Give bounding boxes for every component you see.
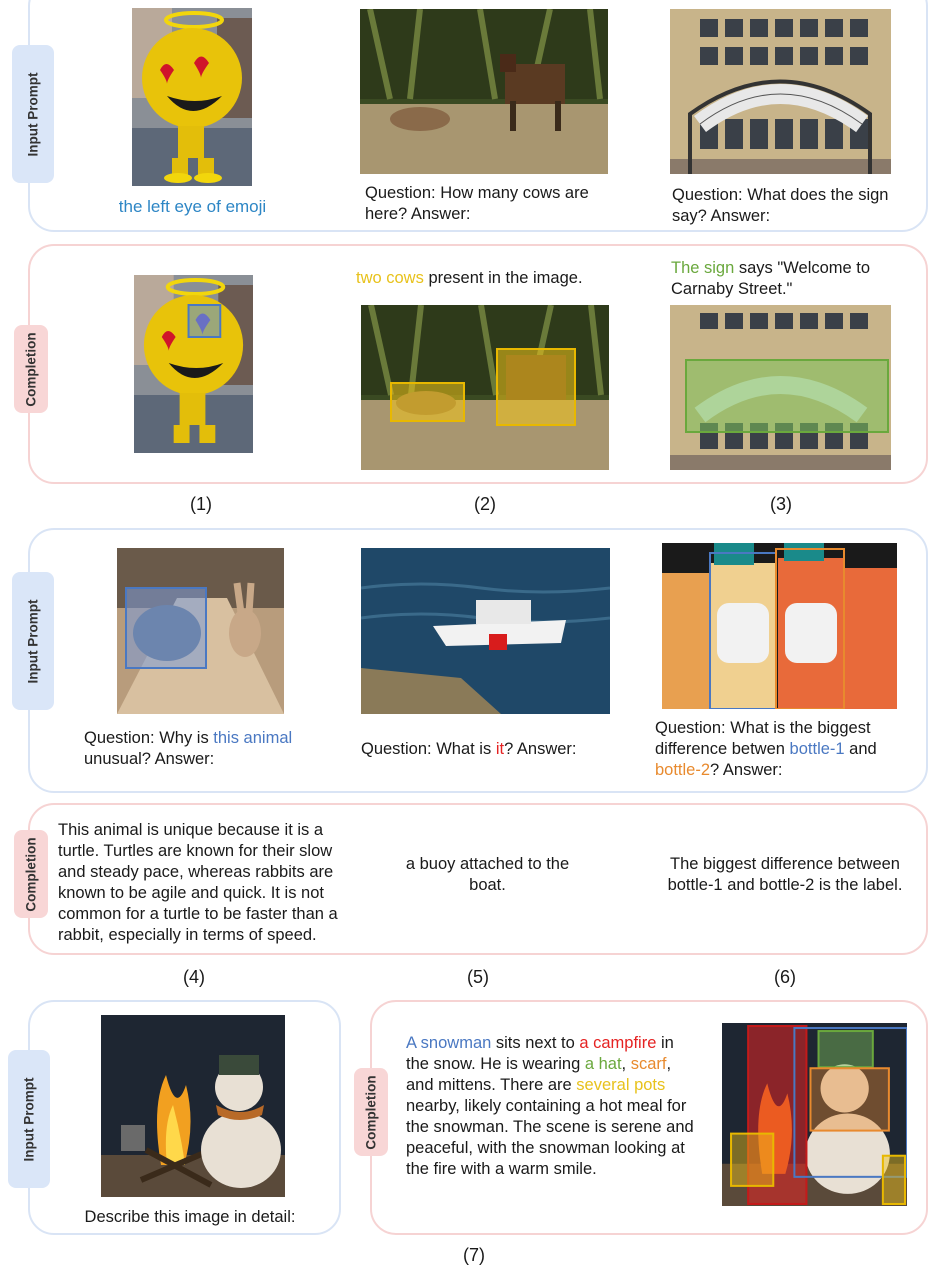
emoji-grounded-image [134, 275, 253, 453]
turtle-q-a: Question: Why is [84, 729, 214, 747]
this-animal-phrase: this animal [213, 729, 293, 747]
bottles-q-a: Question: What is the biggest difference betwen [655, 719, 871, 758]
snowman-text-seg: , [621, 1055, 631, 1073]
several-pots-phrase: several pots [576, 1076, 666, 1094]
cows-grounded-image [361, 305, 609, 470]
cows-image [360, 9, 608, 174]
emoji-prompt-text: the left eye of emoji [118, 197, 267, 216]
hat-phrase: a hat [584, 1055, 622, 1073]
bottle-1-phrase: bottle-1 [789, 740, 845, 758]
completion-tag-1 [14, 325, 48, 413]
turtle-question-text [84, 728, 324, 770]
snowman-phrase: A snowman [406, 1034, 492, 1052]
example-number-1: (1) [190, 494, 212, 514]
two-cows-phrase: two cows [356, 269, 424, 287]
input-prompt-label: Input Prompt [25, 599, 41, 683]
input-prompt-label: Input Prompt [25, 72, 41, 156]
boat-q-b: ? Answer: [504, 740, 577, 758]
input-prompt-label: Input Prompt [21, 1077, 37, 1161]
boat-completion-text: a buoy attached to the boat. [405, 855, 570, 894]
carnaby-grounded-image [670, 305, 891, 470]
snowman-grounded-image [722, 1023, 907, 1206]
scarf-phrase: scarf [630, 1055, 667, 1073]
boat-question-text [361, 739, 611, 760]
cows-question-text: Question: How many cows are here? Answer: [365, 184, 589, 223]
bottles-q-b: ? Answer: [710, 761, 783, 779]
the-sign-phrase: The sign [671, 259, 735, 277]
example-number-5: (5) [467, 967, 489, 987]
input-prompt-tag-3 [8, 1050, 50, 1188]
snowman-image [101, 1015, 285, 1197]
example-number-7: (7) [463, 1245, 485, 1265]
snowman-prompt-text: Describe this image in detail: [84, 1208, 296, 1226]
boat-q-a: Question: What is [361, 740, 496, 758]
snowman-text-seg: nearby, likely containing a hot meal for the snowman. The scene is serene and peaceful, with the snowman looking at the fire with a warm smile. [406, 1097, 694, 1178]
bottles-question-text [655, 718, 915, 781]
turtle-q-b: unusual? Answer: [84, 750, 215, 768]
completion-tag-2 [14, 830, 48, 918]
it-phrase: it [495, 740, 505, 758]
example-number-4: (4) [183, 967, 205, 987]
cows-answer-text [356, 268, 616, 289]
sign-question-text: Question: What does the sign say? Answer: [672, 186, 889, 225]
turtle-rabbit-image [117, 548, 284, 714]
carnaby-sign-image [670, 9, 891, 174]
completion-label: Completion [23, 331, 39, 407]
snowman-text-seg: sits next to [491, 1034, 580, 1052]
bottles-completion-text: The biggest difference between bottle-1 and bottle-2 is the label. [667, 855, 903, 894]
emoji-mascot-image [132, 8, 252, 186]
bottles-image [662, 543, 897, 709]
snowman-text-seg: in the snow. He is wearing [406, 1034, 674, 1073]
bottle-2-phrase: bottle-2 [655, 761, 711, 779]
snowman-text-seg: , and mittens. There are [406, 1055, 672, 1094]
example-number-3: (3) [770, 494, 792, 514]
boat-image [361, 548, 610, 714]
bottles-q-mid: and [844, 740, 877, 758]
cows-answer-rest: present in the image. [423, 269, 583, 287]
sign-answer-text [671, 258, 906, 300]
input-prompt-tag-2 [12, 572, 54, 710]
completion-label: Completion [363, 1074, 379, 1150]
input-prompt-tag-1 [12, 45, 54, 183]
campfire-phrase: a campfire [579, 1034, 657, 1052]
snowman-completion-text [406, 1033, 698, 1180]
example-number-6: (6) [774, 967, 796, 987]
sign-answer-rest: says "Welcome to Carnaby Street." [671, 259, 871, 298]
completion-tag-3 [354, 1068, 388, 1156]
example-number-2: (2) [474, 494, 496, 514]
turtle-completion-text: This animal is unique because it is a turtle. Turtles are known for their slow and steady pace, whereas rabbits are known to be agile and quick. It is not common for a turtle to be faster than a rabbit, especially in terms of speed. [58, 821, 338, 944]
completion-label: Completion [23, 836, 39, 912]
